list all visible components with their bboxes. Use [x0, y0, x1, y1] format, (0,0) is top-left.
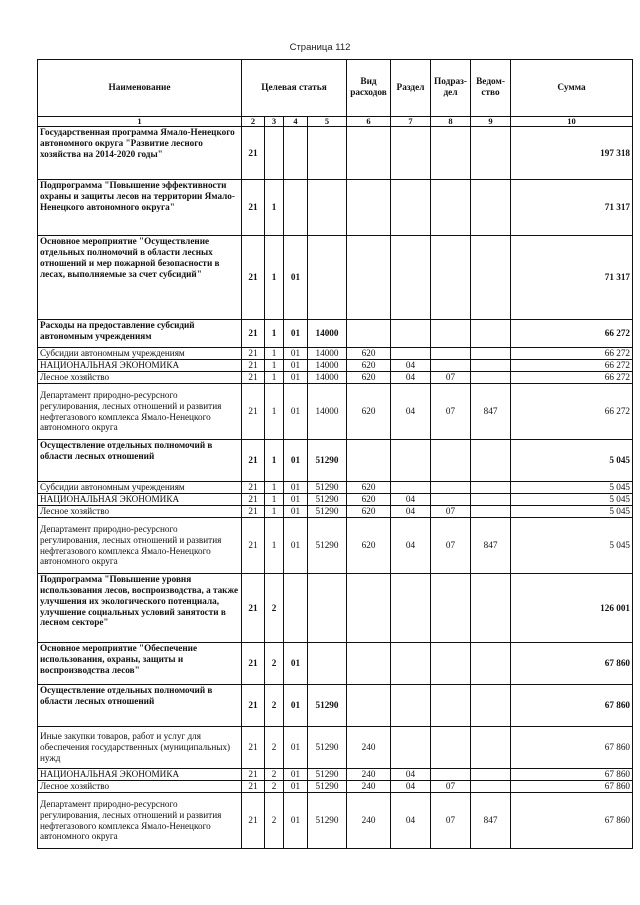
- cell-code-5: 51290: [308, 440, 347, 482]
- cell-department: [471, 482, 511, 494]
- cell-code-5: 14000: [308, 384, 347, 440]
- cell-sum: 67 860: [511, 793, 633, 849]
- cell-sum: 66 272: [511, 320, 633, 348]
- cell-subsection: [431, 440, 471, 482]
- header-name: Наименование: [38, 60, 242, 117]
- cell-department: 847: [471, 518, 511, 574]
- cell-code-3: 1: [265, 360, 284, 372]
- cell-expense-type: 620: [347, 384, 391, 440]
- cell-expense-type: 240: [347, 793, 391, 849]
- header-sum: Сумма: [511, 60, 633, 117]
- cell-code-5: 51290: [308, 506, 347, 518]
- column-number-row: [38, 117, 633, 127]
- cell-subsection: [431, 482, 471, 494]
- cell-sum: 67 860: [511, 769, 633, 781]
- table-row: [38, 127, 633, 180]
- cell-code-5: 14000: [308, 348, 347, 360]
- cell-section: 04: [391, 494, 431, 506]
- cell-code-3: 1: [265, 236, 284, 320]
- cell-section: 04: [391, 793, 431, 849]
- row-name: Департамент природно-ресурсного регулирования, лесных отношений и развития нефтегазового комплекса Ямало-Ненецкого автономного округа: [38, 518, 242, 574]
- cell-code-5: 51290: [308, 781, 347, 793]
- cell-code-4: 01: [284, 781, 308, 793]
- cell-code-3: 1: [265, 440, 284, 482]
- cell-code-2: 21: [242, 236, 265, 320]
- row-name: Субсидии автономным учреждениям: [38, 482, 242, 494]
- cell-code-5: [308, 127, 347, 180]
- cell-code-3: 1: [265, 180, 284, 236]
- header-department: Ведом-ство: [471, 60, 511, 117]
- cell-sum: 71 317: [511, 180, 633, 236]
- cell-section: [391, 127, 431, 180]
- row-name: НАЦИОНАЛЬНАЯ ЭКОНОМИКА: [38, 769, 242, 781]
- cell-code-3: 1: [265, 320, 284, 348]
- cell-department: [471, 127, 511, 180]
- cell-code-4: 01: [284, 685, 308, 727]
- cell-section: [391, 685, 431, 727]
- cell-expense-type: [347, 320, 391, 348]
- cell-code-2: 21: [242, 781, 265, 793]
- cell-subsection: 07: [431, 518, 471, 574]
- cell-code-4: 01: [284, 769, 308, 781]
- cell-expense-type: [347, 127, 391, 180]
- cell-code-4: 01: [284, 518, 308, 574]
- cell-code-4: 01: [284, 494, 308, 506]
- cell-department: [471, 685, 511, 727]
- cell-department: [471, 360, 511, 372]
- cell-section: 04: [391, 360, 431, 372]
- cell-code-2: 21: [242, 518, 265, 574]
- row-name: Подпрограмма "Повышение уровня использования лесов, воспроизводства, а также улучшения их экологического потенциала, улучшение социальных условий занятости в лесном секторе": [38, 574, 242, 643]
- table-row: [38, 518, 633, 574]
- cell-code-4: [284, 574, 308, 643]
- cell-subsection: [431, 685, 471, 727]
- cell-expense-type: 620: [347, 518, 391, 574]
- cell-subsection: [431, 360, 471, 372]
- table-row: [38, 320, 633, 348]
- cell-department: [471, 236, 511, 320]
- row-name: Государственная программа Ямало-Ненецкого автономного округа "Развитие лесного хозяйства на 2014-2020 годы": [38, 127, 242, 180]
- table-row: [38, 793, 633, 849]
- cell-department: 847: [471, 384, 511, 440]
- cell-code-5: 14000: [308, 320, 347, 348]
- table-row: [38, 781, 633, 793]
- cell-sum: 5 045: [511, 440, 633, 482]
- cell-code-2: 21: [242, 727, 265, 769]
- cell-code-2: 21: [242, 180, 265, 236]
- row-name: Расходы на предоставление субсидий автономным учреждениям: [38, 320, 242, 348]
- col-number: 9: [471, 117, 511, 127]
- cell-code-3: 2: [265, 769, 284, 781]
- cell-sum: 5 045: [511, 506, 633, 518]
- cell-department: [471, 180, 511, 236]
- cell-expense-type: 620: [347, 482, 391, 494]
- cell-code-4: 01: [284, 506, 308, 518]
- header-target-article: Целевая статья: [242, 60, 347, 117]
- cell-sum: 67 860: [511, 685, 633, 727]
- cell-sum: 126 001: [511, 574, 633, 643]
- cell-code-3: 1: [265, 482, 284, 494]
- cell-code-3: 2: [265, 643, 284, 685]
- cell-department: 847: [471, 793, 511, 849]
- cell-subsection: 07: [431, 506, 471, 518]
- cell-code-2: 21: [242, 685, 265, 727]
- cell-code-3: 2: [265, 781, 284, 793]
- cell-code-4: 01: [284, 360, 308, 372]
- cell-department: [471, 372, 511, 384]
- cell-code-4: 01: [284, 643, 308, 685]
- cell-code-2: 21: [242, 506, 265, 518]
- table-row: [38, 727, 633, 769]
- row-name: Иные закупки товаров, работ и услуг для обеспечения государственных (муниципальных) нужд: [38, 727, 242, 769]
- cell-section: [391, 348, 431, 360]
- cell-code-5: [308, 236, 347, 320]
- cell-section: 04: [391, 372, 431, 384]
- header-row: [38, 60, 633, 117]
- cell-code-3: 1: [265, 348, 284, 360]
- col-number: 10: [511, 117, 633, 127]
- col-number: 1: [38, 117, 242, 127]
- cell-subsection: [431, 348, 471, 360]
- table-row: [38, 506, 633, 518]
- cell-subsection: [431, 127, 471, 180]
- table-row: [38, 769, 633, 781]
- row-name: Департамент природно-ресурсного регулирования, лесных отношений и развития нефтегазового комплекса Ямало-Ненецкого автономного округа: [38, 793, 242, 849]
- table-row: [38, 440, 633, 482]
- col-number: 6: [347, 117, 391, 127]
- cell-code-5: 51290: [308, 727, 347, 769]
- cell-code-5: 51290: [308, 494, 347, 506]
- cell-code-3: 2: [265, 727, 284, 769]
- row-name: Подпрограмма "Повышение эффективности охраны и защиты лесов на территории Ямало-Ненецкого автономного округа": [38, 180, 242, 236]
- cell-code-4: 01: [284, 320, 308, 348]
- table-row: [38, 236, 633, 320]
- cell-code-2: 21: [242, 494, 265, 506]
- cell-section: [391, 482, 431, 494]
- row-name: Осуществление отдельных полномочий в области лесных отношений: [38, 685, 242, 727]
- cell-code-5: 14000: [308, 372, 347, 384]
- cell-code-4: 01: [284, 348, 308, 360]
- header-subsection: Подраз-дел: [431, 60, 471, 117]
- table-row: [38, 685, 633, 727]
- cell-expense-type: [347, 643, 391, 685]
- cell-expense-type: 620: [347, 506, 391, 518]
- cell-department: [471, 348, 511, 360]
- cell-code-4: 01: [284, 384, 308, 440]
- cell-code-3: 1: [265, 372, 284, 384]
- cell-sum: 71 317: [511, 236, 633, 320]
- table-row: [38, 180, 633, 236]
- cell-section: [391, 320, 431, 348]
- cell-code-5: [308, 574, 347, 643]
- table-row: [38, 643, 633, 685]
- cell-subsection: 07: [431, 781, 471, 793]
- col-number: 8: [431, 117, 471, 127]
- cell-code-3: 1: [265, 384, 284, 440]
- cell-expense-type: 240: [347, 769, 391, 781]
- cell-subsection: [431, 494, 471, 506]
- cell-sum: 66 272: [511, 348, 633, 360]
- cell-code-3: 1: [265, 494, 284, 506]
- cell-code-2: 21: [242, 440, 265, 482]
- cell-expense-type: 620: [347, 348, 391, 360]
- header-expense-type: Вид расходов: [347, 60, 391, 117]
- cell-section: 04: [391, 506, 431, 518]
- cell-expense-type: 620: [347, 494, 391, 506]
- cell-expense-type: 620: [347, 372, 391, 384]
- cell-code-2: 21: [242, 482, 265, 494]
- cell-subsection: 07: [431, 372, 471, 384]
- cell-code-4: 01: [284, 236, 308, 320]
- cell-code-2: 21: [242, 769, 265, 781]
- row-name: Осуществление отдельных полномочий в области лесных отношений: [38, 440, 242, 482]
- cell-section: [391, 440, 431, 482]
- cell-sum: 66 272: [511, 384, 633, 440]
- cell-expense-type: [347, 236, 391, 320]
- cell-sum: 66 272: [511, 372, 633, 384]
- cell-department: [471, 574, 511, 643]
- cell-expense-type: [347, 440, 391, 482]
- cell-sum: 66 272: [511, 360, 633, 372]
- cell-department: [471, 769, 511, 781]
- col-number: 4: [284, 117, 308, 127]
- cell-department: [471, 727, 511, 769]
- cell-section: [391, 643, 431, 685]
- cell-code-5: 51290: [308, 769, 347, 781]
- table-row: [38, 482, 633, 494]
- cell-code-5: 51290: [308, 793, 347, 849]
- table-row: [38, 574, 633, 643]
- cell-expense-type: [347, 180, 391, 236]
- cell-expense-type: 240: [347, 727, 391, 769]
- budget-table: [37, 59, 633, 849]
- cell-code-5: [308, 643, 347, 685]
- cell-sum: 5 045: [511, 518, 633, 574]
- cell-code-2: 21: [242, 384, 265, 440]
- col-number: 3: [265, 117, 284, 127]
- cell-department: [471, 494, 511, 506]
- row-name: Лесное хозяйство: [38, 372, 242, 384]
- table-row: [38, 384, 633, 440]
- cell-code-4: [284, 127, 308, 180]
- row-name: Субсидии автономным учреждениям: [38, 348, 242, 360]
- header-section: Раздел: [391, 60, 431, 117]
- row-name: Лесное хозяйство: [38, 506, 242, 518]
- cell-code-2: 21: [242, 793, 265, 849]
- cell-section: 04: [391, 781, 431, 793]
- row-name: НАЦИОНАЛЬНАЯ ЭКОНОМИКА: [38, 360, 242, 372]
- cell-code-3: 2: [265, 685, 284, 727]
- cell-department: [471, 781, 511, 793]
- cell-code-2: 21: [242, 372, 265, 384]
- cell-expense-type: [347, 574, 391, 643]
- row-name: Департамент природно-ресурсного регулирования, лесных отношений и развития нефтегазового комплекса Ямало-Ненецкого автономного округа: [38, 384, 242, 440]
- cell-subsection: [431, 236, 471, 320]
- cell-subsection: [431, 180, 471, 236]
- cell-code-5: 14000: [308, 360, 347, 372]
- cell-code-5: 51290: [308, 518, 347, 574]
- cell-department: [471, 320, 511, 348]
- cell-code-3: 2: [265, 793, 284, 849]
- cell-code-5: 51290: [308, 482, 347, 494]
- col-number: 2: [242, 117, 265, 127]
- cell-subsection: 07: [431, 793, 471, 849]
- cell-subsection: [431, 727, 471, 769]
- cell-expense-type: 240: [347, 781, 391, 793]
- cell-code-2: 21: [242, 320, 265, 348]
- row-name: Лесное хозяйство: [38, 781, 242, 793]
- cell-section: [391, 236, 431, 320]
- table-row: [38, 494, 633, 506]
- cell-department: [471, 643, 511, 685]
- cell-code-3: 1: [265, 506, 284, 518]
- cell-section: 04: [391, 518, 431, 574]
- cell-section: 04: [391, 384, 431, 440]
- cell-code-2: 21: [242, 127, 265, 180]
- cell-subsection: [431, 574, 471, 643]
- cell-code-4: 01: [284, 727, 308, 769]
- page-number: Страница 112: [289, 42, 351, 53]
- cell-code-4: 01: [284, 372, 308, 384]
- cell-code-2: 21: [242, 348, 265, 360]
- cell-code-3: 1: [265, 518, 284, 574]
- col-number: 7: [391, 117, 431, 127]
- row-name: Основное мероприятие "Осуществление отдельных полномочий в области лесных отношений и мер пожарной безопасности в лесах, выполняемые за счет субсидий": [38, 236, 242, 320]
- cell-code-2: 21: [242, 360, 265, 372]
- cell-subsection: [431, 320, 471, 348]
- cell-expense-type: 620: [347, 360, 391, 372]
- cell-section: [391, 727, 431, 769]
- table-row: [38, 372, 633, 384]
- cell-department: [471, 506, 511, 518]
- cell-code-4: 01: [284, 440, 308, 482]
- cell-sum: 5 045: [511, 494, 633, 506]
- cell-subsection: [431, 643, 471, 685]
- cell-code-2: 21: [242, 643, 265, 685]
- cell-sum: 67 860: [511, 781, 633, 793]
- cell-section: 04: [391, 769, 431, 781]
- cell-code-2: 21: [242, 574, 265, 643]
- cell-code-3: 2: [265, 574, 284, 643]
- cell-expense-type: [347, 685, 391, 727]
- cell-sum: 5 045: [511, 482, 633, 494]
- cell-code-4: 01: [284, 793, 308, 849]
- cell-code-4: [284, 180, 308, 236]
- cell-subsection: [431, 769, 471, 781]
- cell-subsection: 07: [431, 384, 471, 440]
- cell-department: [471, 440, 511, 482]
- cell-section: [391, 574, 431, 643]
- col-number: 5: [308, 117, 347, 127]
- cell-code-4: 01: [284, 482, 308, 494]
- table-row: [38, 360, 633, 372]
- cell-sum: 67 860: [511, 643, 633, 685]
- cell-code-5: 51290: [308, 685, 347, 727]
- table-row: [38, 348, 633, 360]
- cell-code-3: [265, 127, 284, 180]
- cell-code-5: [308, 180, 347, 236]
- cell-sum: 67 860: [511, 727, 633, 769]
- cell-section: [391, 180, 431, 236]
- row-name: НАЦИОНАЛЬНАЯ ЭКОНОМИКА: [38, 494, 242, 506]
- row-name: Основное мероприятие "Обеспечение использования, охраны, защиты и воспроизводства лесов": [38, 643, 242, 685]
- cell-sum: 197 318: [511, 127, 633, 180]
